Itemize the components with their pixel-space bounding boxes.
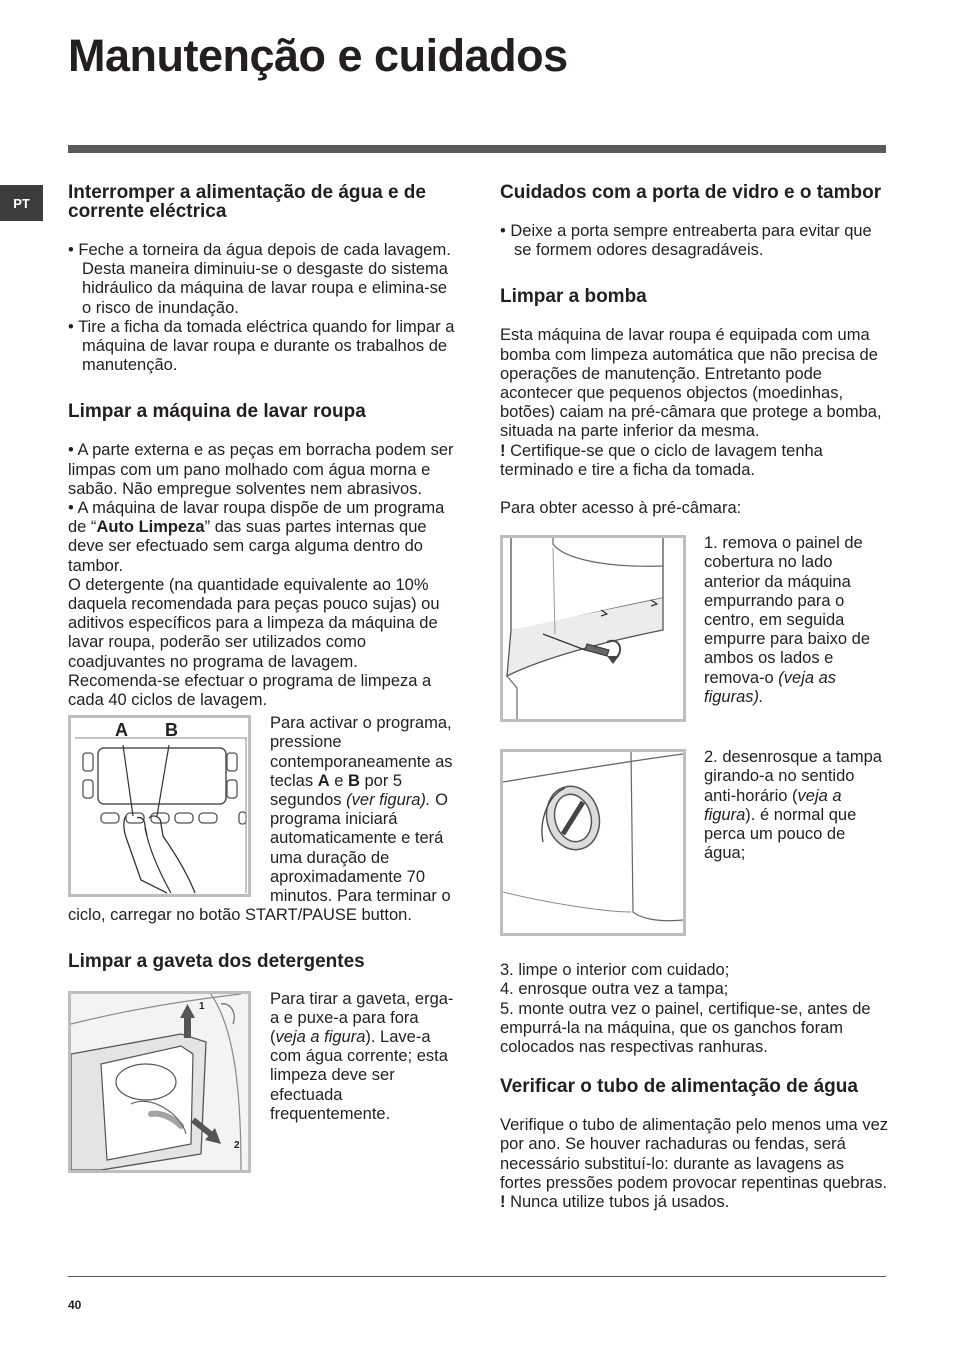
paragraph-activate-program: Para activar o programa, pressione contemporaneamente as teclas A e B por 5 segundos (ver figura). O programa iniciará automaticamente e terá uma duração de aproximadamente 70 minutos. Para terminar o ciclo, carregar no botão START/PAUSE button. — [68, 714, 453, 925]
step-2-text: 2. desenrosque a tampa girando-a no sentido anti-horário (veja a figura). é normal que perca um pouco de água; — [704, 748, 882, 863]
paragraph-hose: Verifique o tubo de alimentação pelo menos uma vez por ano. Se houver rachaduras ou fendas, será necessário substituí-lo: durante as lavagens as fortes pressões podem provocar repentinas quebras. — [500, 1116, 888, 1192]
bullet-door-ajar: • Deixe a porta sempre entreaberta para evitar que se formem odores desagradáveis. — [500, 222, 872, 260]
footer-rule — [68, 1276, 886, 1277]
left-column — [68, 183, 456, 1173]
section-heading-hose: Verificar o tubo de alimentação de água — [500, 1076, 858, 1098]
section-heading-power: Interromper a alimentação de água e de corrente eléctrica — [68, 182, 426, 222]
panel-removal-illustration — [503, 538, 683, 719]
step-number-1: 1 — [199, 1000, 205, 1012]
pump-cap-illustration — [503, 752, 683, 933]
bullet-unplug: • Tire a ficha da tomada eléctrica quando for limpar a máquina de lavar roupa e durante os trabalhos de manutenção. — [68, 317, 455, 375]
step-5-text: 5. monte outra vez o painel, certifique-se, antes de empurrá-la na máquina, que os ganchos foram colocados nas respectivas ranhuras. — [500, 999, 871, 1057]
control-panel-illustration — [71, 718, 248, 894]
paragraph-access: Para obter acesso à pré-câmara: — [500, 499, 742, 518]
paragraph-detergent: O detergente (na quantidade equivalente ao 10% daquela recomendada para peças pouco sujas) ou aditivos específicos para a limpeza da máquina de lavar roupa, poderão ser utilizados como coadjuvantes no programa de lavagem. Recomenda-se efectuar o programa de limpeza a cada 40 ciclos de lavagem. — [68, 575, 440, 710]
header-rule — [68, 145, 886, 153]
section-heading-clean-machine: Limpar a máquina de lavar roupa — [68, 401, 366, 423]
button-label-a: A — [115, 720, 128, 741]
drawer-illustration — [71, 994, 248, 1170]
bullet-close-tap: • Feche a torneira da água depois de cada lavagem. Desta maneira diminuiu-se o desgaste do sistema hidráulico da máquina de lavar roupa e elimina-se o risco de inundação. — [68, 241, 451, 317]
right-column — [500, 183, 888, 1212]
pump-cap-figure — [500, 749, 686, 936]
paragraph-pump: Esta máquina de lavar roupa é equipada com uma bomba com limpeza automática que não precisa de operações de manutenção. Entretanto pode acontecer que pequenos objectos (moedinhas, botões) caiam na pré-câmara que protege a bomba, situada na parte inferior da mesma. — [500, 326, 882, 441]
step-number-2: 2 — [234, 1139, 240, 1151]
warning-used-hoses: ! Nunca utilize tubos já usados. — [500, 1193, 730, 1212]
step-1-block — [500, 535, 888, 722]
paragraph-remove-drawer: Para tirar a gaveta, erga-a e puxe-a para fora (veja a figura). Lave-a com água corrente; esta limpeza deve ser efectuada frequentemente. — [270, 989, 454, 1123]
page-title: Manutenção e cuidados — [68, 30, 568, 81]
step-4-text: 4. enrosque outra vez a tampa; — [500, 980, 729, 999]
drawer-figure — [68, 991, 251, 1173]
section-heading-detergent-drawer: Limpar a gaveta dos detergentes — [68, 950, 365, 972]
panel-removal-figure — [500, 535, 686, 722]
section-heading-door-drum: Cuidados com a porta de vidro e o tambor — [500, 182, 882, 203]
bullet-auto-clean: • A máquina de lavar roupa dispõe de um programa de “Auto Limpeza” das suas partes internas que deve ser efectuado sem carga alguma dentro do tambor. — [68, 499, 445, 575]
section-heading-pump: Limpar a bomba — [500, 286, 647, 308]
button-label-b: B — [165, 720, 178, 741]
step-2-block — [500, 749, 888, 936]
language-tab: PT — [0, 185, 43, 221]
step-3-text: 3. limpe o interior com cuidado; — [500, 961, 730, 980]
page-number: 40 — [68, 1298, 82, 1312]
control-panel-figure — [68, 715, 251, 897]
drawer-block — [68, 990, 456, 1173]
warning-unplug: ! Certifique-se que o ciclo de lavagem tenha terminado e tire a ficha da tomada. — [500, 441, 823, 479]
step-1-text: 1. remova o painel de cobertura no lado anterior da máquina empurrando para o centro, em seguida empurre para baixo de ambos os lados e remova-o (veja as figuras). — [704, 534, 871, 706]
auto-clean-block — [68, 714, 456, 925]
bullet-exterior: • A parte externa e as peças em borracha podem ser limpas com um pano molhado com água morna e sabão. Não empregue solventes nem abrasivos. — [68, 441, 454, 498]
